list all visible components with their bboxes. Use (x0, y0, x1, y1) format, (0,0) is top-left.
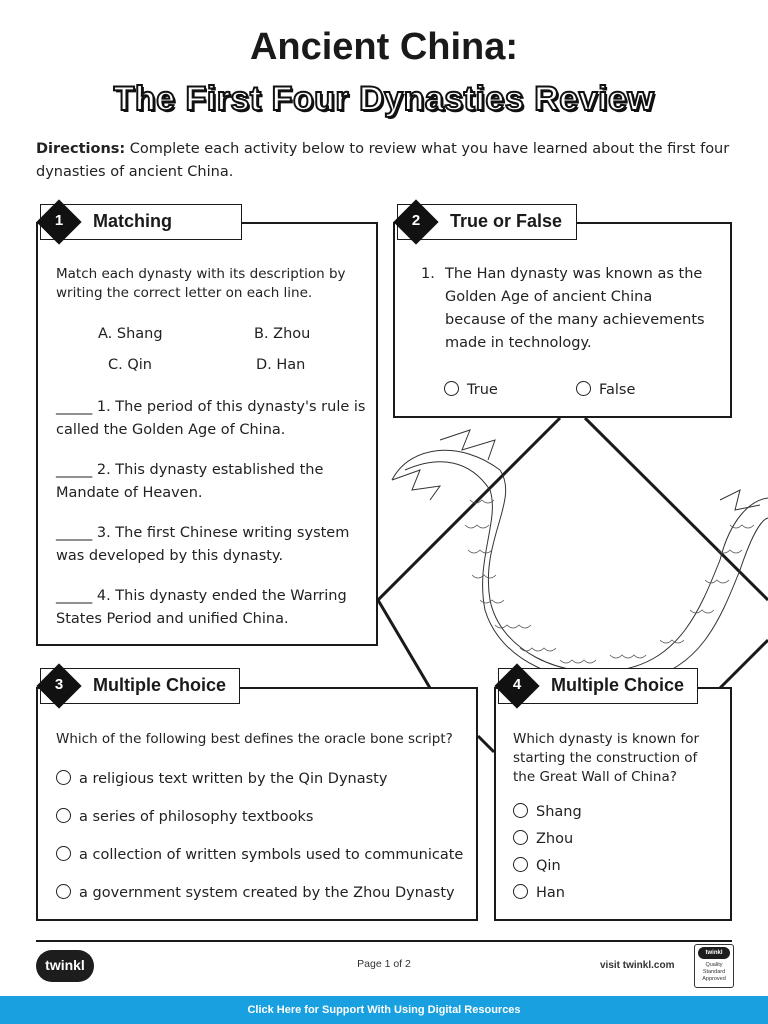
twinkl-logo[interactable]: twinkl (36, 950, 94, 982)
radio-circle-icon[interactable] (56, 770, 71, 785)
radio-circle-icon[interactable] (576, 381, 591, 396)
directions (36, 138, 736, 184)
badge-text: Quality Standard Approved (702, 962, 726, 982)
mc4-option-1[interactable] (513, 803, 582, 820)
mc4-option-2-label: Zhou (536, 831, 574, 847)
option-true[interactable] (444, 381, 498, 398)
directions-label: Directions: (36, 141, 126, 157)
radio-circle-icon[interactable] (56, 808, 71, 823)
mc3-question: Which of the following best defines the oracle bone script? (56, 731, 453, 747)
page-number: Page 1 of 2 (357, 958, 411, 970)
page-subtitle: The First Four Dynasties Review (113, 80, 655, 118)
option-true-label: True (467, 382, 498, 398)
matching-heading: Matching (40, 204, 242, 240)
radio-circle-icon[interactable] (513, 803, 528, 818)
choice-c: C. Qin (108, 357, 152, 373)
radio-circle-icon[interactable] (56, 884, 71, 899)
radio-circle-icon[interactable] (513, 857, 528, 872)
mc4-option-3[interactable] (513, 857, 561, 874)
section-2-number: 2 (411, 212, 421, 229)
mc3-option-4[interactable] (56, 884, 455, 901)
radio-circle-icon[interactable] (444, 381, 459, 396)
matching-item-1[interactable]: _____ 1. The period of this dynasty's rule is called the Golden Age of China. (56, 399, 366, 438)
section-3-number: 3 (54, 676, 64, 693)
mc3-option-1-label: a religious text written by the Qin Dynasty (79, 771, 388, 787)
matching-instructions: Match each dynasty with its description by writing the correct letter on each line. (56, 266, 346, 301)
option-false[interactable] (576, 381, 635, 398)
mc4-question: Which dynasty is known for starting the construction of the Great Wall of China? (513, 731, 700, 785)
matching-item-2[interactable]: _____ 2. This dynasty established the Mandate of Heaven. (56, 462, 324, 501)
support-banner-link[interactable]: Click Here for Support With Using Digital Resources (0, 996, 768, 1024)
section-4-number: 4 (512, 676, 522, 693)
choice-b: B. Zhou (254, 326, 311, 342)
matching-item-3[interactable]: _____ 3. The first Chinese writing system was developed by this dynasty. (56, 525, 350, 564)
badge-logo: twinkl (698, 947, 730, 959)
mc3-option-3[interactable] (56, 846, 463, 863)
option-false-label: False (599, 382, 636, 398)
radio-circle-icon[interactable] (56, 846, 71, 861)
quality-badge (694, 944, 734, 988)
mc4-option-1-label: Shang (536, 804, 582, 820)
mc3-option-1[interactable] (56, 770, 387, 787)
multiple-choice-heading-4: Multiple Choice (498, 668, 698, 704)
true-false-heading: True or False (397, 204, 577, 240)
mc3-option-2[interactable] (56, 808, 313, 825)
footer-divider (36, 940, 732, 942)
matching-item-4[interactable]: _____ 4. This dynasty ended the Warring States Period and unified China. (56, 588, 347, 627)
visit-link[interactable]: visit twinkl.com (600, 960, 675, 971)
tf-question-number: 1. (421, 266, 435, 282)
choice-a: A. Shang (98, 326, 163, 342)
section-1-number: 1 (54, 212, 64, 229)
radio-circle-icon[interactable] (513, 884, 528, 899)
radio-circle-icon[interactable] (513, 830, 528, 845)
tf-question: The Han dynasty was known as the Golden Age of ancient China because of the many achievements made in technology. (445, 266, 705, 351)
mc4-option-4[interactable] (513, 884, 565, 901)
choice-d: D. Han (256, 357, 306, 373)
multiple-choice-heading-3: Multiple Choice (40, 668, 240, 704)
mc4-option-3-label: Qin (536, 858, 561, 874)
mc3-option-4-label: a government system created by the Zhou Dynasty (79, 885, 455, 901)
directions-text: Complete each activity below to review what you have learned about the first four dynasties of ancient China. (36, 141, 730, 180)
mc3-option-2-label: a series of philosophy textbooks (79, 809, 314, 825)
dragon-illustration (392, 430, 768, 682)
page-title: Ancient China: (249, 26, 519, 68)
mc3-option-3-label: a collection of written symbols used to communicate (79, 847, 464, 863)
mc4-option-2[interactable] (513, 830, 573, 847)
mc4-option-4-label: Han (536, 885, 565, 901)
